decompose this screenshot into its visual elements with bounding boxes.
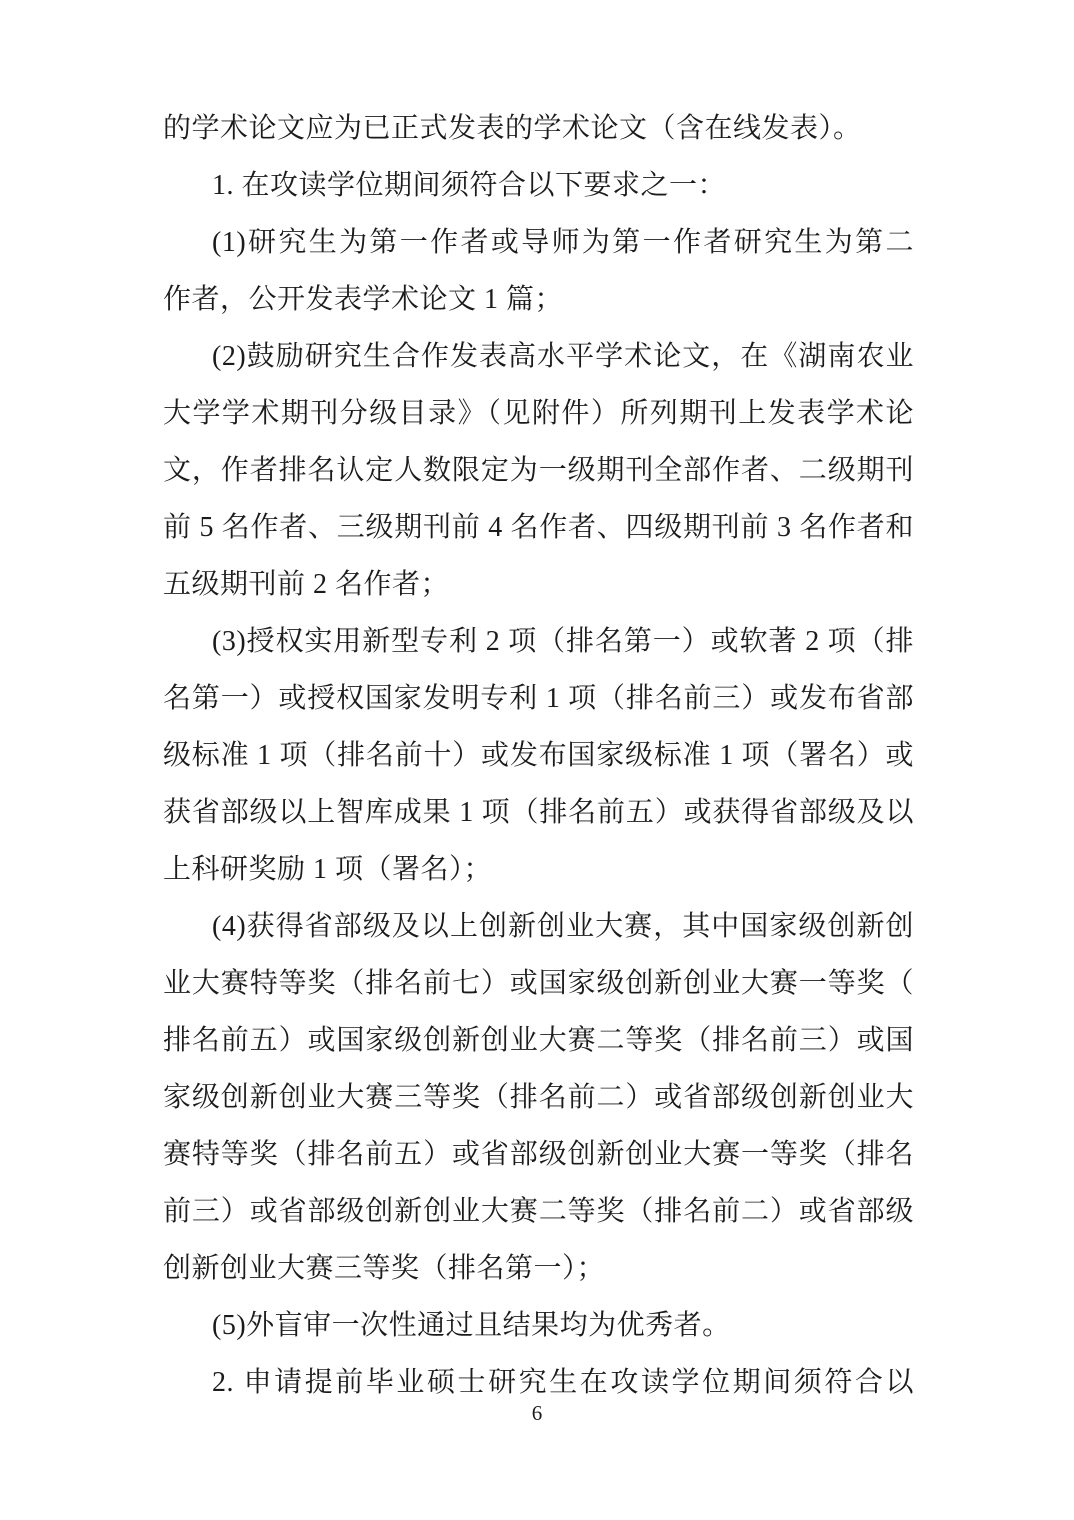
text-line: 业大赛特等奖（排名前七）或国家级创新创业大赛一等奖（ bbox=[163, 968, 914, 999]
text-line: 上科研奖励 1 项（署名）； bbox=[163, 854, 493, 885]
text-line: 级标准 1 项（排名前十）或发布国家级标准 1 项（署名）或 bbox=[163, 740, 914, 771]
page-number: 6 bbox=[531, 1401, 543, 1425]
text-line: 创新创业大赛三等奖（排名第一）； bbox=[163, 1253, 606, 1284]
text-line: 排名前五）或国家级创新创业大赛二等奖（排名前三）或国 bbox=[163, 1025, 914, 1056]
text-line: 家级创新创业大赛三等奖（排名前二）或省部级创新创业大 bbox=[163, 1082, 914, 1113]
text-line: (1)研究生为第一作者或导师为第一作者研究生为第二 bbox=[212, 227, 914, 258]
text-line: 作者，公开发表学术论文 1 篇； bbox=[163, 284, 564, 315]
text-line: 名第一）或授权国家发明专利 1 项（排名前三）或发布省部 bbox=[163, 683, 914, 714]
text-line: (5)外盲审一次性通过且结果均为优秀者。 bbox=[212, 1310, 731, 1341]
text-line: 赛特等奖（排名前五）或省部级创新创业大赛一等奖（排名 bbox=[163, 1139, 914, 1170]
text-line: 大学学术期刊分级目录》（见附件）所列期刊上发表学术论 bbox=[163, 398, 914, 429]
text-line: (4)获得省部级及以上创新创业大赛，其中国家级创新创 bbox=[212, 911, 914, 942]
text-line: 获省部级以上智库成果 1 项（排名前五）或获得省部级及以 bbox=[163, 797, 914, 828]
text-line: 前三）或省部级创新创业大赛二等奖（排名前二）或省部级 bbox=[163, 1196, 914, 1227]
text-line: 2. 申请提前毕业硕士研究生在攻读学位期间须符合以 bbox=[212, 1367, 914, 1398]
document-body bbox=[163, 100, 914, 1411]
text-line: 1. 在攻读学位期间须符合以下要求之一： bbox=[212, 170, 727, 201]
text-line: (3)授权实用新型专利 2 项（排名第一）或软著 2 项（排 bbox=[212, 626, 914, 657]
text-line: 文，作者排名认定人数限定为一级期刊全部作者、二级期刊 bbox=[163, 455, 914, 486]
text-line: 的学术论文应为已正式发表的学术论文（含在线发表）。 bbox=[163, 113, 862, 144]
text-line: (2)鼓励研究生合作发表高水平学术论文，在《湖南农业 bbox=[212, 341, 914, 372]
text-line: 前 5 名作者、三级期刊前 4 名作者、四级期刊前 3 名作者和 bbox=[163, 512, 914, 543]
text-line: 五级期刊前 2 名作者； bbox=[163, 569, 450, 600]
